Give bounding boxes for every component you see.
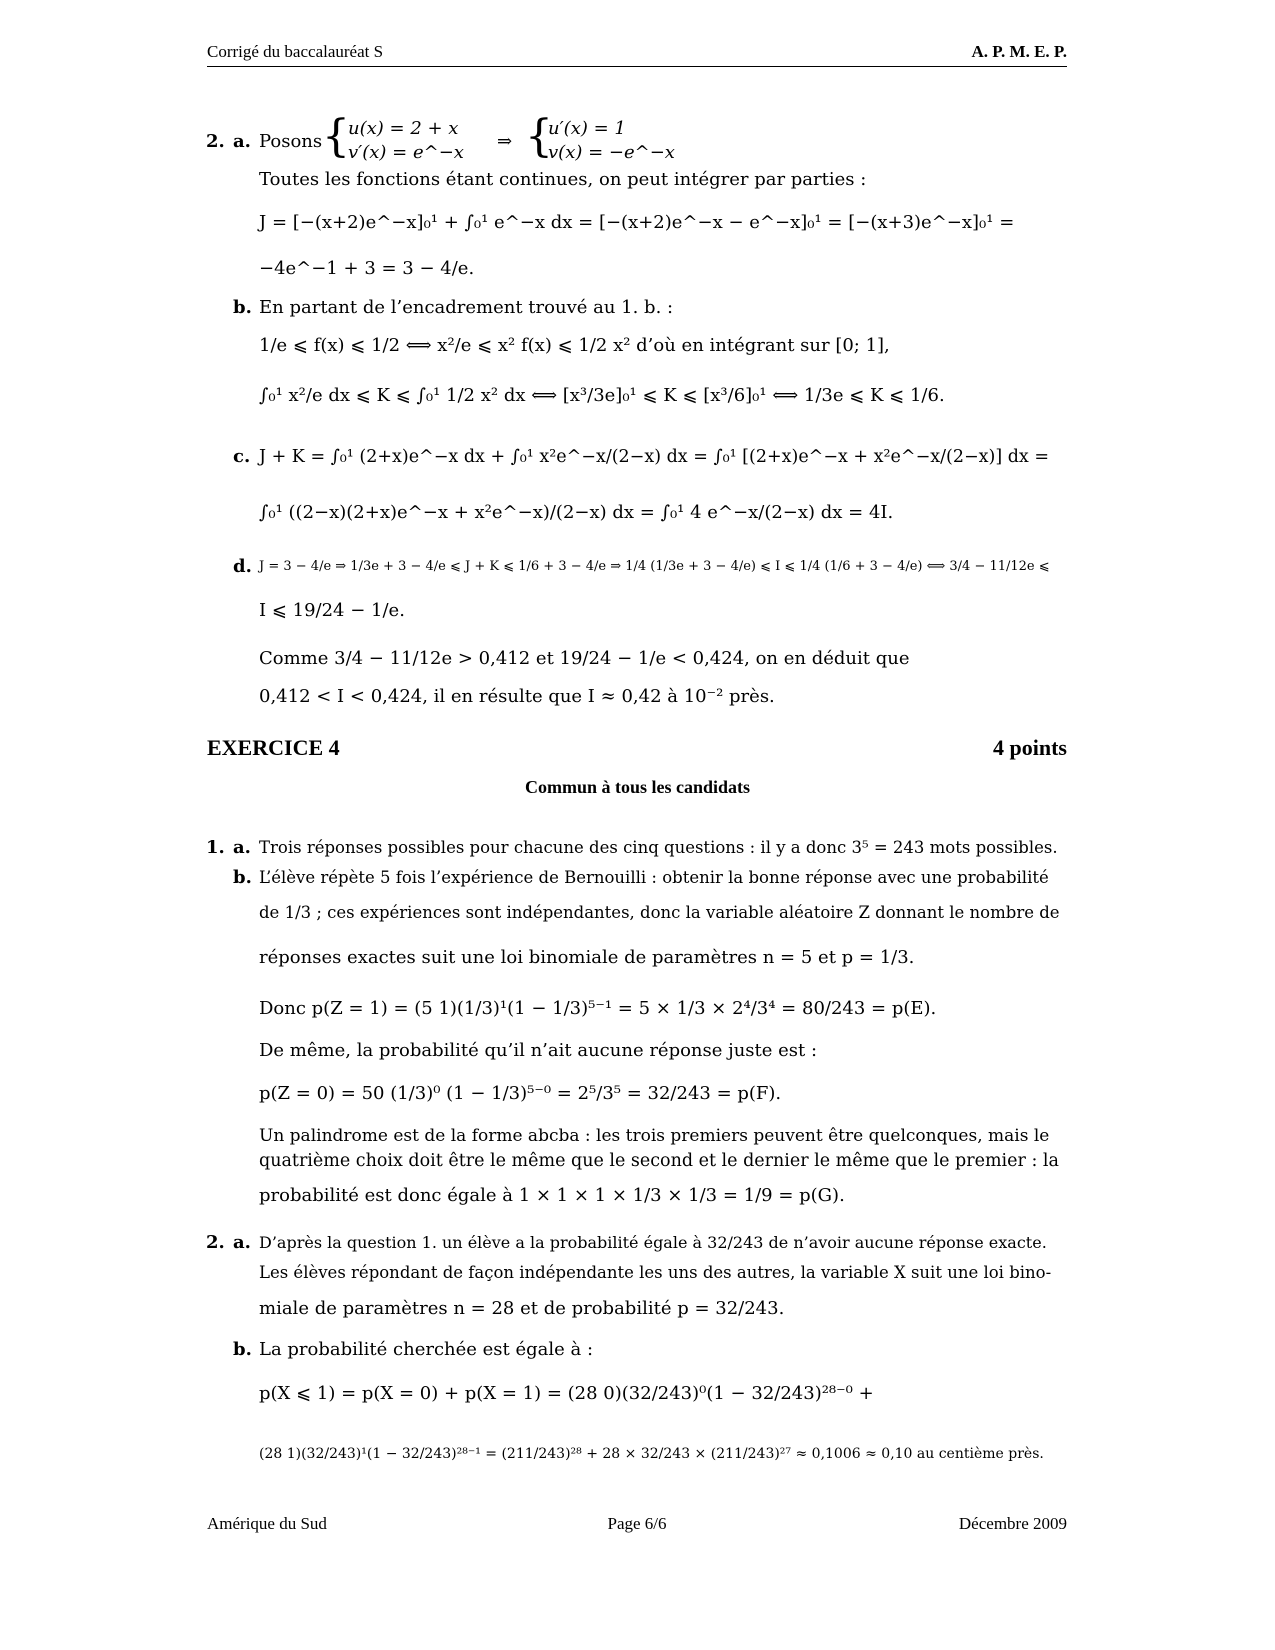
- footer-page-number: Page 6/6: [607, 1514, 667, 1533]
- question-1-number: 1.: [206, 837, 225, 858]
- c-equation-1: J + K = ∫₀¹ (2+x)e^−x dx + ∫₀¹ x²e^−x/(2−x) dx = ∫₀¹ [(2+x)e^−x + x²e^−x/(2−x)] dx =: [259, 447, 1050, 467]
- d-equation-1: J = 3 − 4/e ⇒ 1/3e + 3 − 4/e ⩽ J + K ⩽ 1/6 + 3 − 4/e ⇒ 1/4 (1/3e + 3 − 4/e) ⩽ I ⩽ 1/4 (1/6 + 3 − 4/e) ⟺ 3/4 − 11/12e ⩽: [259, 559, 1050, 574]
- q2-a-line-1: D’après la question 1. un élève a la probabilité égale à 32/243 de n’avoir aucune réponse exacte.: [259, 1233, 1047, 1252]
- exercise-title: EXERCICE 4: [207, 735, 340, 760]
- exercise-subtitle: Commun à tous les candidats: [524, 777, 751, 797]
- q2-b-line-2: p(X ⩽ 1) = p(X = 0) + p(X = 1) = (28 0)(32/243)⁰(1 − 32/243)²⁸⁻⁰ +: [259, 1383, 874, 1404]
- q2-a-line-2: Les élèves répondant de façon indépendante les uns des autres, la variable X suit une loi bino-: [259, 1263, 1052, 1282]
- q2-a-line-3: miale de paramètres n = 28 et de probabilité p = 32/243.: [259, 1298, 785, 1319]
- b-text: En partant de l’encadrement trouvé au 1. b. :: [259, 297, 674, 318]
- header-left: Corrigé du baccalauréat S: [207, 42, 384, 61]
- system-2-line-1: u′(x) = 1: [548, 118, 626, 139]
- footer-right: Décembre 2009: [958, 1514, 1067, 1533]
- q1-part-b: b.: [233, 867, 252, 888]
- q2-b-line-3: (28 1)(32/243)¹(1 − 32/243)²⁸⁻¹ = (211/243)²⁸ + 28 × 32/243 × (211/243)²⁷ ≈ 0,1006 ≈ 0,10 au centième près.: [259, 1446, 1044, 1462]
- a-equation-2: −4e^−1 + 3 = 3 − 4/e.: [259, 258, 475, 279]
- q1-b-line-1: L’élève répète 5 fois l’expérience de Bernouilli : obtenir la bonne réponse avec une probabilité: [259, 868, 1049, 887]
- implies-arrow: ⇒: [497, 131, 513, 152]
- d-equation-3: Comme 3/4 − 11/12e > 0,412 et 19/24 − 1/e < 0,424, on en déduit que: [259, 648, 910, 669]
- part-label-a: a.: [233, 131, 251, 152]
- q1-b-line-9: probabilité est donc égale à 1 × 1 × 1 × 1/3 × 1/3 = 1/9 = p(G).: [259, 1185, 845, 1206]
- q1-part-a: a.: [233, 837, 251, 858]
- q1-a-text: Trois réponses possibles pour chacune des cinq questions : il y a donc 3⁵ = 243 mots possibles.: [259, 838, 1058, 857]
- q1-b-line-4: Donc p(Z = 1) = (5 1)(1/3)¹(1 − 1/3)⁵⁻¹ = 5 × 1/3 × 2⁴/3⁴ = 80/243 = p(E).: [259, 998, 937, 1019]
- q1-b-line-3: réponses exactes suit une loi binomiale de paramètres n = 5 et p = 1/3.: [259, 947, 915, 968]
- part-label-b: b.: [233, 297, 252, 318]
- question-number: 2.: [206, 131, 225, 152]
- brace-left-icon: {: [322, 111, 350, 162]
- q1-b-line-8: quatrième choix doit être le même que le second et le dernier le même que le premier : la: [259, 1151, 1059, 1171]
- brace-right-icon: {: [525, 111, 553, 162]
- question-2-number: 2.: [206, 1232, 225, 1253]
- q2-part-b: b.: [233, 1339, 252, 1360]
- header-right: A. P. M. E. P.: [971, 42, 1067, 61]
- system-2-line-2: v(x) = −e^−x: [548, 142, 675, 163]
- posons: Posons: [259, 131, 323, 152]
- d-equation-4: 0,412 < I < 0,424, il en résulte que I ≈ 0,42 à 10⁻² près.: [259, 686, 775, 707]
- b-equation-2: ∫₀¹ x²/e dx ⩽ K ⩽ ∫₀¹ 1/2 x² dx ⟺ [x³/3e]₀¹ ⩽ K ⩽ [x³/6]₀¹ ⟺ 1/3e ⩽ K ⩽ 1/6.: [259, 385, 945, 406]
- system-1-line-2: v′(x) = e^−x: [348, 142, 464, 163]
- footer-left: Amérique du Sud: [207, 1514, 327, 1533]
- d-equation-2: I ⩽ 19/24 − 1/e.: [259, 600, 405, 621]
- q1-b-line-7: Un palindrome est de la forme abcba : les trois premiers peuvent être quelconques, mais le: [259, 1126, 1050, 1146]
- q1-b-line-2: de 1/3 ; ces expériences sont indépendantes, donc la variable aléatoire Z donnant le nombre de: [259, 903, 1060, 922]
- header-rule: [207, 66, 1067, 67]
- q2-b-line-1: La probabilité cherchée est égale à :: [259, 1339, 594, 1360]
- q1-b-line-6: p(Z = 0) = 50 (1/3)⁰ (1 − 1/3)⁵⁻⁰ = 2⁵/3⁵ = 32/243 = p(F).: [259, 1083, 782, 1104]
- a-equation-1: J = [−(x+2)e^−x]₀¹ + ∫₀¹ e^−x dx = [−(x+2)e^−x − e^−x]₀¹ = [−(x+3)e^−x]₀¹ =: [259, 212, 1015, 233]
- a-text: Toutes les fonctions étant continues, on peut intégrer par parties :: [259, 169, 867, 190]
- part-label-c: c.: [233, 446, 251, 467]
- exercise-points: 4 points: [993, 735, 1067, 760]
- system-1-line-1: u(x) = 2 + x: [348, 118, 459, 139]
- part-label-d: d.: [233, 556, 252, 577]
- b-equation-1: 1/e ⩽ f(x) ⩽ 1/2 ⟺ x²/e ⩽ x² f(x) ⩽ 1/2 x² d’où en intégrant sur [0; 1],: [259, 335, 890, 356]
- q2-part-a: a.: [233, 1232, 251, 1253]
- c-equation-2: ∫₀¹ ((2−x)(2+x)e^−x + x²e^−x)/(2−x) dx = ∫₀¹ 4 e^−x/(2−x) dx = 4I.: [259, 502, 894, 523]
- q1-b-line-5: De même, la probabilité qu’il n’ait aucune réponse juste est :: [259, 1040, 818, 1061]
